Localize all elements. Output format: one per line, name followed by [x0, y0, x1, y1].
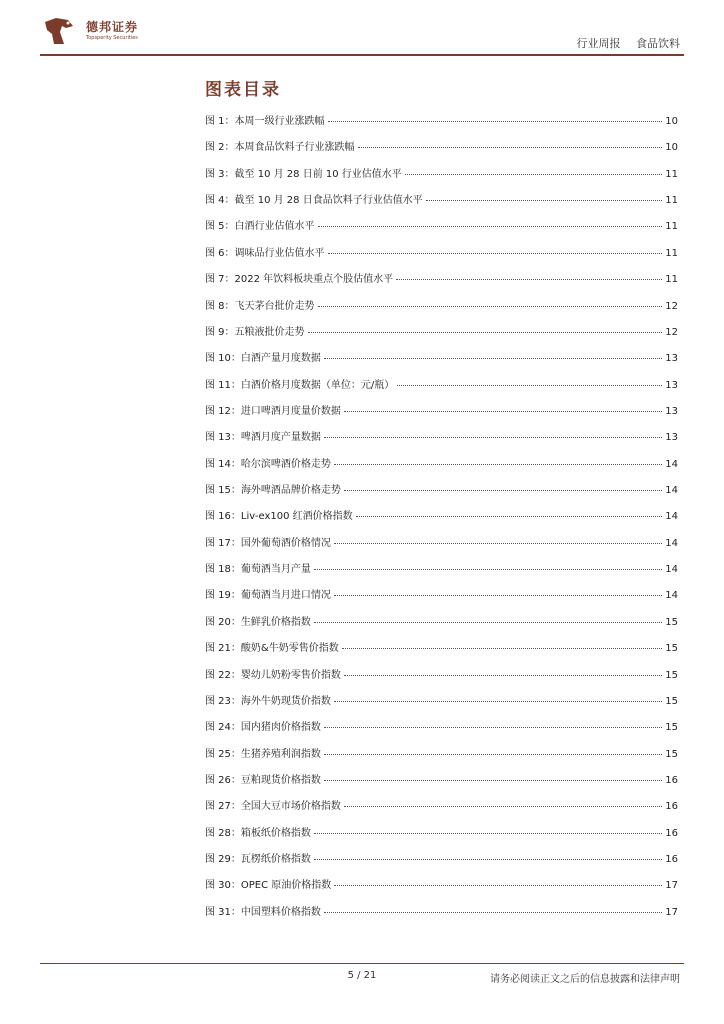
toc-entry-page: 12	[665, 326, 678, 338]
toc-entry-label: 图 9：五粮液批价走势	[205, 326, 305, 338]
toc-dot-leader	[334, 464, 662, 465]
toc-entry-page: 13	[665, 405, 678, 417]
toc-entry[interactable]	[205, 376, 678, 402]
toc-entry-label: 图 24：国内猪肉价格指数	[205, 722, 321, 734]
toc-entry-label: 图 15：海外啤酒品牌价格走势	[205, 485, 341, 497]
toc-entry-label: 图 30：OPEC 原油价格指数	[205, 880, 332, 892]
toc-entry[interactable]	[205, 797, 678, 823]
toc-entry-label: 图 31：中国塑料价格指数	[205, 906, 321, 918]
toc-entry-page: 16	[665, 854, 678, 866]
toc-entry[interactable]	[205, 560, 678, 586]
toc-entry[interactable]	[205, 745, 678, 771]
toc-entry[interactable]	[205, 270, 678, 296]
legal-disclaimer: 请务必阅读正文之后的信息披露和法律声明	[490, 974, 680, 985]
toc-entry-label: 图 29：瓦楞纸价格指数	[205, 854, 311, 866]
toc-entry-page: 14	[665, 564, 678, 576]
toc-entry-label: 图 1：本周一级行业涨跌幅	[205, 116, 325, 127]
toc-dot-leader	[334, 701, 662, 702]
toc-dot-leader	[356, 516, 663, 517]
toc-entry[interactable]	[205, 217, 678, 243]
toc-entry-page: 10	[665, 116, 678, 127]
toc-entry[interactable]	[205, 507, 678, 533]
toc-dot-leader	[324, 358, 662, 359]
toc-dot-leader	[334, 543, 662, 544]
toc-dot-leader	[344, 490, 662, 491]
toc-dot-leader	[324, 437, 662, 438]
company-logo	[42, 14, 192, 48]
toc-entry-page: 13	[665, 353, 678, 365]
header-right	[577, 35, 681, 51]
toc-dot-leader	[314, 622, 662, 623]
toc-entry-label: 图 4：截至 10 月 28 日食品饮料子行业估值水平	[205, 195, 423, 207]
toc-entry-page: 11	[665, 168, 678, 180]
toc-entry[interactable]	[205, 402, 678, 428]
toc-entry[interactable]	[205, 850, 678, 876]
toc-dot-leader	[328, 253, 663, 254]
toc-dot-leader	[324, 754, 662, 755]
toc-entry[interactable]	[205, 481, 678, 507]
toc-entry-page: 11	[665, 247, 678, 259]
toc-dot-leader	[334, 885, 662, 886]
page-title: 图表目录	[205, 80, 281, 100]
toc-entry[interactable]	[205, 586, 678, 612]
toc-entry-label: 图 26：豆粕现货价格指数	[205, 774, 321, 786]
toc-entry-label: 图 19：葡萄酒当月进口情况	[205, 590, 331, 602]
toc-entry[interactable]	[205, 323, 678, 349]
toc-entry-page: 13	[665, 432, 678, 444]
toc-entry-label: 图 11：白酒价格月度数据（单位：元/瓶）	[205, 379, 395, 391]
toc-entry[interactable]	[205, 297, 678, 323]
toc-entry-label: 图 6：调味品行业估值水平	[205, 247, 325, 259]
toc-entry-label: 图 16：Liv-ex100 红酒价格指数	[205, 511, 353, 523]
toc-entry[interactable]	[205, 349, 678, 375]
header-divider	[40, 54, 684, 56]
toc-entry-label: 图 8：飞天茅台批价走势	[205, 300, 315, 312]
toc-entry-page: 15	[665, 616, 678, 628]
toc-entry-page: 16	[665, 827, 678, 839]
toc-entry[interactable]	[205, 639, 678, 665]
toc-entry-label: 图 28：箱板纸价格指数	[205, 827, 311, 839]
toc-dot-leader	[324, 727, 662, 728]
toc-entry[interactable]	[205, 824, 678, 850]
toc-entry-label: 图 3：截至 10 月 28 日前 10 行业估值水平	[205, 168, 402, 180]
toc-entry-label: 图 27：全国大豆市场价格指数	[205, 801, 341, 813]
toc-entry[interactable]	[205, 876, 678, 902]
toc-entry[interactable]	[205, 534, 678, 560]
toc-entry-label: 图 25：生猪养殖利润指数	[205, 748, 321, 760]
toc-entry-label: 图 17：国外葡萄酒价格情况	[205, 537, 331, 549]
toc-entry-page: 15	[665, 669, 678, 681]
toc-entry-page: 15	[665, 695, 678, 707]
toc-entry-page: 15	[665, 722, 678, 734]
toc-entry-label: 图 7：2022 年饮料板块重点个股估值水平	[205, 274, 394, 286]
toc-dot-leader	[324, 912, 662, 913]
toc-entry-label: 图 2：本周食品饮料子行业涨跌幅	[205, 142, 355, 154]
table-of-figures	[205, 112, 678, 929]
toc-dot-leader	[426, 200, 663, 201]
toc-entry-page: 12	[665, 300, 678, 312]
toc-entry-page: 14	[665, 511, 678, 523]
toc-entry-label: 图 14：哈尔滨啤酒价格走势	[205, 458, 331, 470]
toc-entry-label: 图 5：白酒行业估值水平	[205, 221, 315, 233]
toc-entry-page: 13	[665, 379, 678, 391]
toc-entry[interactable]	[205, 903, 678, 929]
toc-dot-leader	[314, 569, 662, 570]
toc-entry-page: 10	[665, 142, 678, 154]
toc-dot-leader	[396, 279, 662, 280]
toc-dot-leader	[308, 332, 663, 333]
toc-entry-page: 11	[665, 221, 678, 233]
toc-dot-leader	[344, 411, 662, 412]
toc-dot-leader	[344, 675, 662, 676]
toc-entry-page: 15	[665, 748, 678, 760]
toc-entry-label: 图 10：白酒产量月度数据	[205, 353, 321, 365]
toc-dot-leader	[318, 226, 663, 227]
toc-entry-page: 17	[665, 906, 678, 918]
toc-entry-label: 图 23：海外牛奶现货价指数	[205, 695, 331, 707]
toc-entry[interactable]	[205, 613, 678, 639]
company-name-en: Topsperity Securities	[86, 35, 138, 41]
toc-entry-page: 16	[665, 801, 678, 813]
toc-entry-label: 图 21：酸奶&牛奶零售价指数	[205, 643, 339, 655]
toc-dot-leader	[358, 147, 663, 148]
toc-entry-page: 14	[665, 485, 678, 497]
sector: 食品饮料	[636, 37, 680, 50]
toc-dot-leader	[314, 859, 662, 860]
toc-dot-leader	[397, 385, 662, 386]
toc-entry-page: 15	[665, 643, 678, 655]
toc-dot-leader	[314, 833, 662, 834]
toc-entry[interactable]	[205, 112, 678, 138]
toc-entry-page: 17	[665, 880, 678, 892]
footer-divider	[40, 963, 684, 964]
toc-dot-leader	[405, 174, 662, 175]
toc-entry[interactable]	[205, 771, 678, 797]
toc-entry[interactable]	[205, 455, 678, 481]
toc-entry[interactable]	[205, 138, 678, 164]
toc-entry[interactable]	[205, 666, 678, 692]
toc-entry-page: 11	[665, 274, 678, 286]
company-name: 德邦证券	[86, 20, 139, 34]
toc-entry-page: 14	[665, 537, 678, 549]
toc-entry-page: 14	[665, 458, 678, 470]
toc-dot-leader	[342, 648, 663, 649]
toc-entry-label: 图 18：葡萄酒当月产量	[205, 564, 311, 576]
toc-entry-label: 图 13：啤酒月度产量数据	[205, 432, 321, 444]
toc-entry[interactable]	[205, 165, 678, 191]
toc-dot-leader	[324, 780, 662, 781]
toc-entry-label: 图 20：生鲜乳价格指数	[205, 616, 311, 628]
toc-entry[interactable]	[205, 428, 678, 454]
doc-type: 行业周报	[576, 37, 621, 50]
page-number: 5 / 21	[347, 970, 377, 981]
toc-entry-page: 11	[665, 195, 678, 207]
toc-entry[interactable]	[205, 718, 678, 744]
toc-entry-label: 图 12：进口啤酒月度量价数据	[205, 405, 341, 417]
toc-entry-page: 16	[665, 774, 678, 786]
toc-dot-leader	[318, 306, 663, 307]
toc-entry[interactable]	[205, 692, 678, 718]
toc-entry[interactable]	[205, 191, 678, 217]
toc-entry[interactable]	[205, 244, 678, 270]
toc-entry-label: 图 22：婴幼儿奶粉零售价指数	[205, 669, 341, 681]
toc-dot-leader	[334, 595, 662, 596]
toc-dot-leader	[328, 121, 663, 122]
toc-entry-page: 14	[665, 590, 678, 602]
toc-dot-leader	[344, 806, 662, 807]
topsperity-logo-icon	[42, 14, 76, 48]
